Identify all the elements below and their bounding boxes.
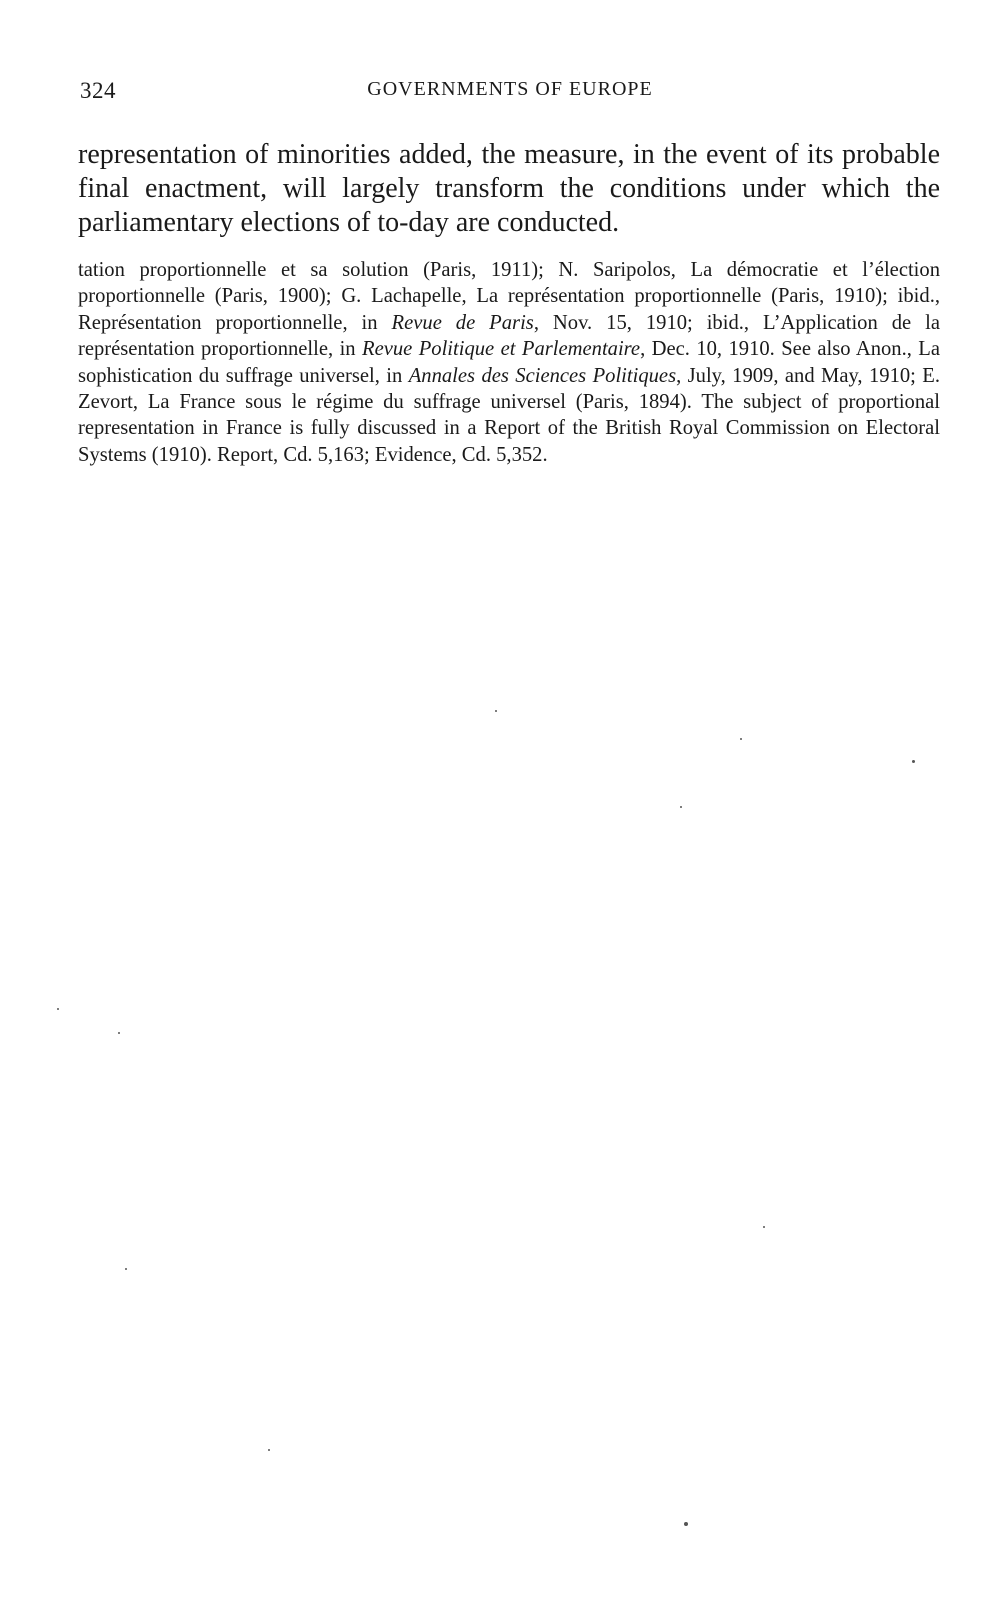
footnote-text: , Dec. 10, 1910. See also Anon., La sophistication du suffrage universel, in [78,338,941,387]
footnote-italic-title: Annales des Sciences Politiques [408,364,677,387]
scan-speck [684,1522,688,1526]
scan-speck [268,1449,270,1451]
running-title: GOVERNMENTS OF EUROPE [367,78,653,100]
footnote [78,257,940,468]
scan-speck [763,1226,765,1228]
page-header [80,78,940,110]
scan-speck [680,806,682,808]
scan-speck [912,760,915,763]
scan-speck [118,1032,120,1034]
scan-speck [125,1268,127,1270]
body-paragraph: representation of minorities added, the measure, in the event of its probable final enactment, will largely transform the conditions under which the parliamentary elections of to-day are conducted. [78,139,940,238]
footnote-text: , July, 1909, and May, 1910; E. Zevort, La France sous le régime du suffrage universel (Paris, 1894). The subject of proportional representation in France is fully discussed in a Report of the British Royal Commission on Electoral Systems (1910). Report, Cd. 5,163; Evidence, Cd. 5,352. [78,364,940,466]
scan-speck [495,710,497,712]
footnote-text: , Nov. 15, 1910; ibid., L’Application de la représentation proportionnelle, in [78,311,940,361]
scan-speck [740,738,742,740]
scan-speck [57,1008,59,1010]
footnote-italic-title: Revue de Paris [391,311,534,334]
footnote-italic-title: Revue Politique et Parlementaire [362,338,641,361]
page-number: 324 [80,78,116,103]
footnote-text: tation proportionnelle et sa solution (Paris, 1911); N. Saripolos, La démocratie et l’élection proportionnelle (Paris, 1900); G. Lachapelle, La représentation proportionnelle (Paris, 1910); ibid., Représentation proportionnelle, in [78,259,940,334]
